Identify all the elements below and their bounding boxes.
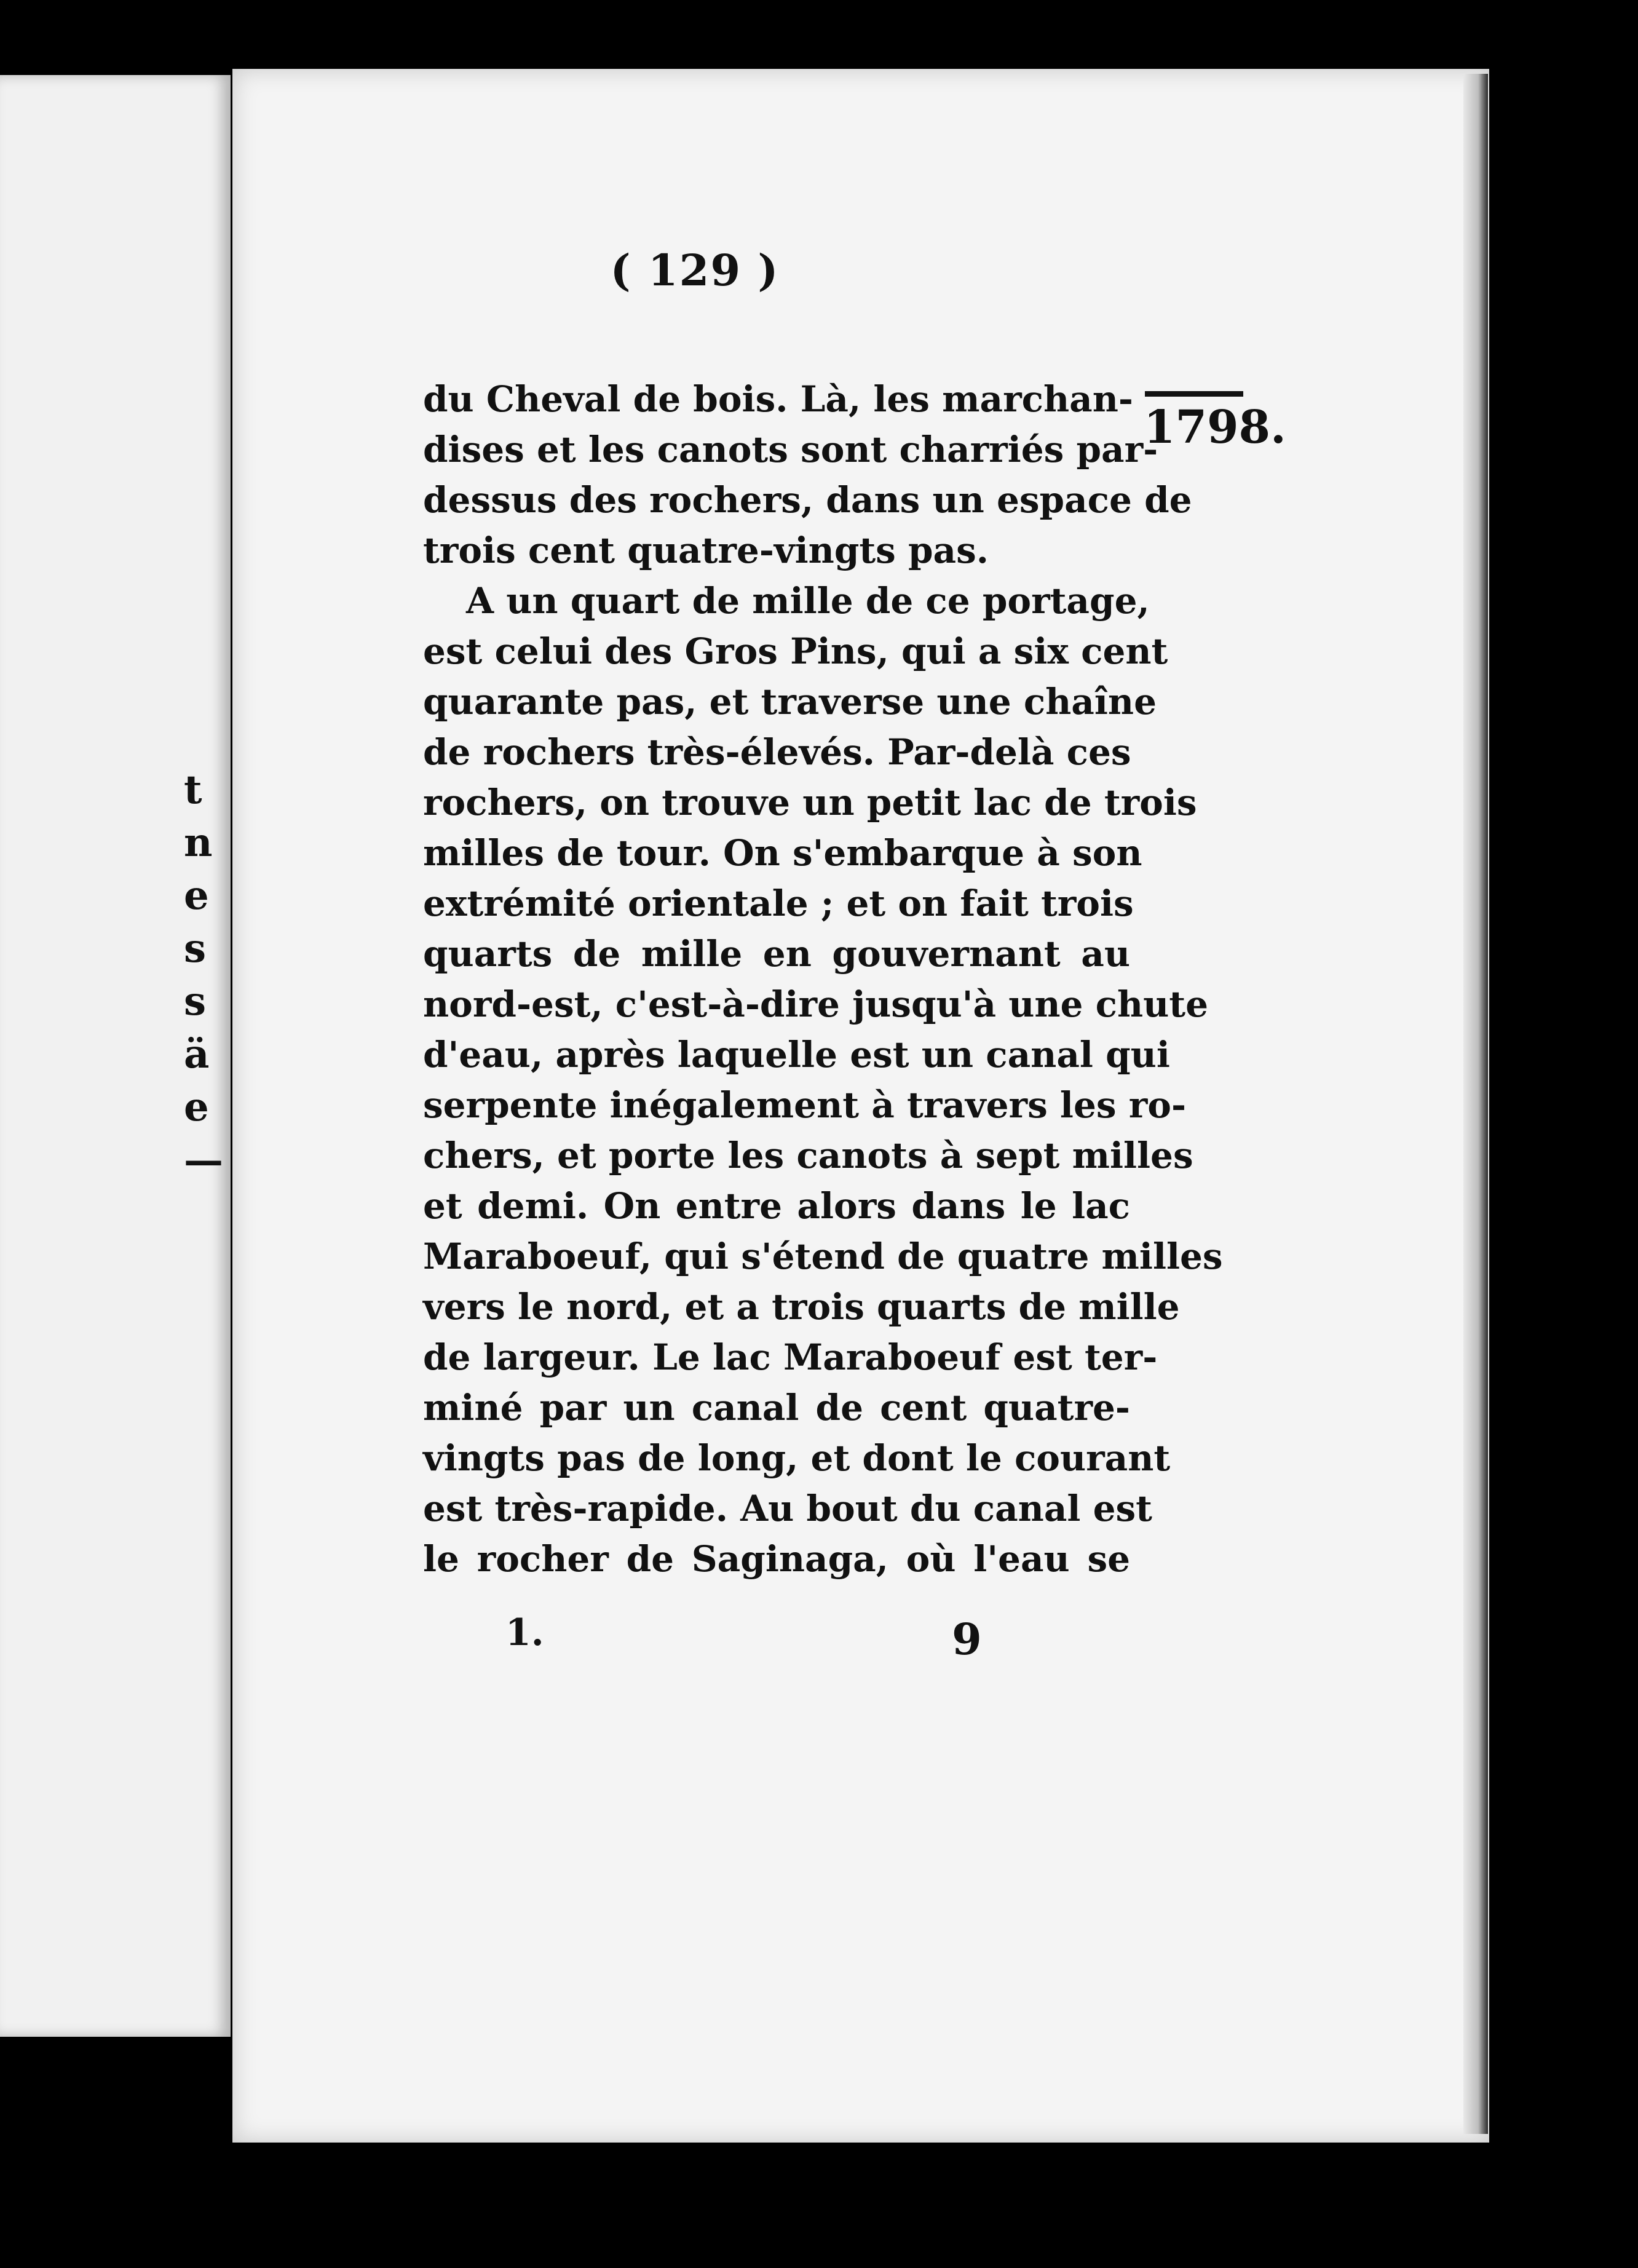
text-line: est celui des Gros Pins, qui a six cent <box>423 630 1168 672</box>
text-line: milles de tour. On s'embarque à son <box>423 832 1142 874</box>
text-line: nord-est, c'est-à-dire jusqu'à une chute <box>423 983 1208 1025</box>
text-line: rochers, on trouve un petit lac de trois <box>423 782 1197 823</box>
left-glyph: s <box>184 978 207 1025</box>
margin-date: 1798. <box>1144 401 1286 454</box>
left-glyph: s <box>184 926 207 972</box>
text-line: A un quart de mille de ce portage, <box>466 580 1150 622</box>
text-line: d'eau, après laquelle est un canal qui <box>423 1034 1170 1076</box>
left-facing-page <box>0 75 231 2037</box>
text-line: chers, et porte les canots à sept milles <box>423 1135 1193 1176</box>
text-line: et demi. On entre alors dans le lac <box>423 1185 1130 1227</box>
page-edge-shadow <box>1463 74 1488 2134</box>
text-line: miné par un canal de cent quatre- <box>423 1387 1130 1429</box>
text-line: Maraboeuf, qui s'étend de quatre milles <box>423 1235 1223 1277</box>
signature-mark: 1. <box>505 1611 544 1654</box>
left-glyph: — <box>184 1137 223 1183</box>
text-line: trois cent quatre-vingts pas. <box>423 529 989 571</box>
text-line: du Cheval de bois. Là, les marchan- <box>423 378 1133 420</box>
page-number: ( 129 ) <box>610 245 780 296</box>
text-line: dises et les canots sont charriés par- <box>423 429 1158 470</box>
text-line: vingts pas de long, et dont le courant <box>423 1437 1171 1479</box>
text-line: serpente inégalement à travers les ro- <box>423 1084 1187 1126</box>
left-glyph: e <box>184 1084 209 1130</box>
left-page-edge-letters <box>184 764 221 1187</box>
text-line: extrémité orientale ; et on fait trois <box>423 882 1134 924</box>
left-glyph: e <box>184 873 209 919</box>
left-glyph: n <box>184 820 213 866</box>
text-line: le rocher de Saginaga, où l'eau se <box>423 1538 1130 1580</box>
signature-number: 9 <box>952 1614 982 1665</box>
text-line: quarante pas, et traverse une chaîne <box>423 681 1157 723</box>
text-line: de largeur. Le lac Maraboeuf est ter- <box>423 1336 1158 1378</box>
text-line: est très-rapide. Au bout du canal est <box>423 1488 1152 1529</box>
left-glyph: t <box>184 767 202 813</box>
margin-rule <box>1145 391 1243 397</box>
text-line: de rochers très-élevés. Par-delà ces <box>423 731 1131 773</box>
text-line: quarts de mille en gouvernant au <box>423 933 1130 975</box>
left-glyph: ä <box>184 1031 210 1077</box>
text-line: dessus des rochers, dans un espace de <box>423 479 1192 521</box>
text-line: vers le nord, et a trois quarts de mille <box>423 1286 1180 1328</box>
